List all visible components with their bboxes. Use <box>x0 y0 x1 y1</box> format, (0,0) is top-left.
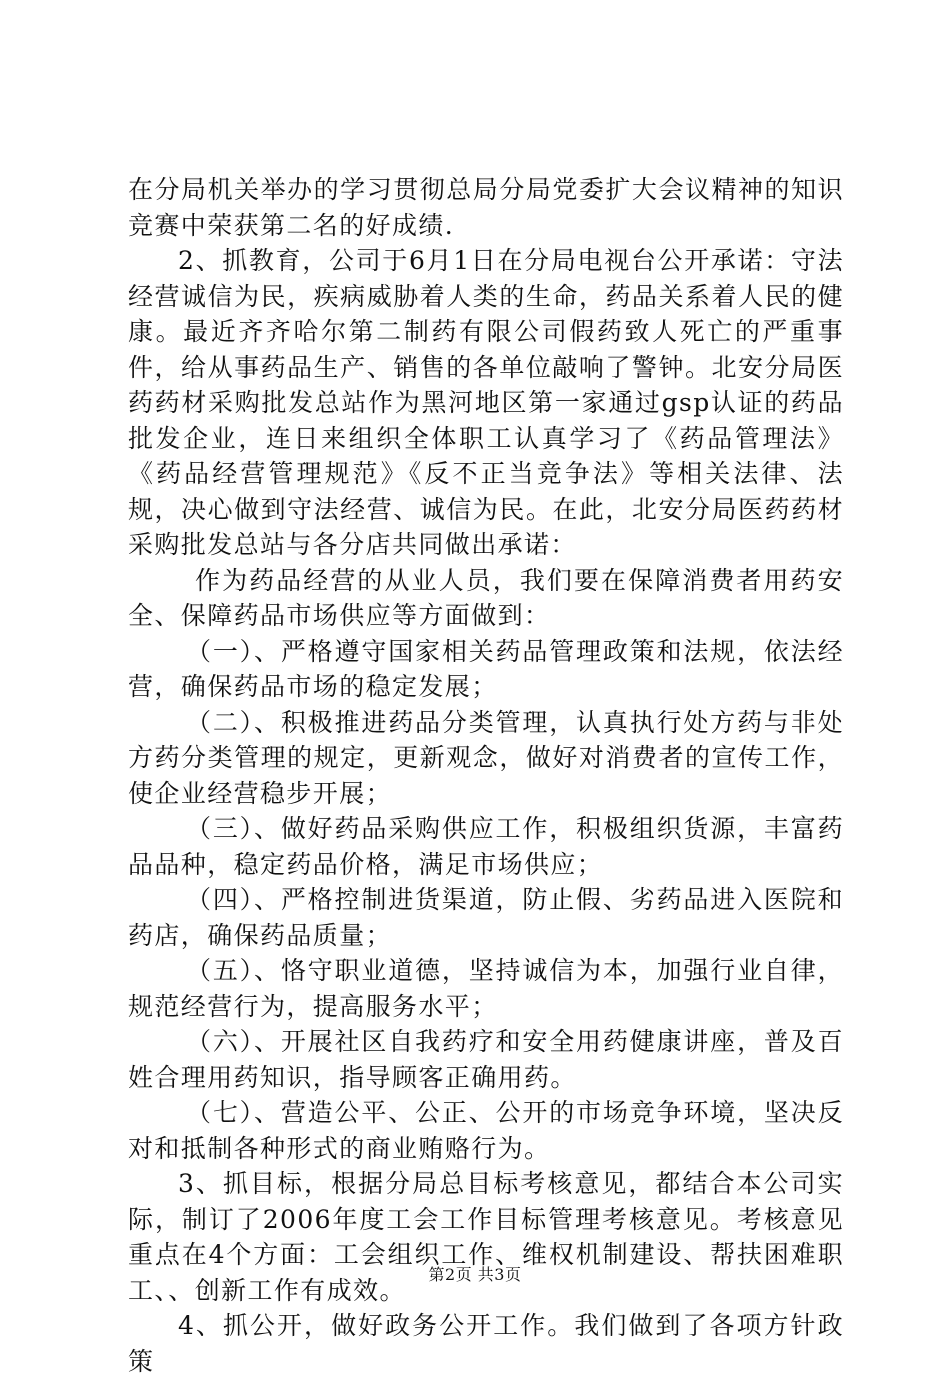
pledge-item-3: （三）、做好药品采购供应工作，积极组织货源，丰富药品品种，稳定药品价格，满足市场供应； <box>128 814 844 879</box>
document-body <box>128 172 844 1379</box>
pledge-item-7: （七）、营造公平、公正、公开的市场竞争环境，坚决反对和抵制各种形式的商业贿赂行为。 <box>128 1098 844 1163</box>
pledge-item-6: （六）、开展社区自我药疗和安全用药健康讲座，普及百姓合理用药知识，指导顾客正确用药。 <box>128 1027 844 1092</box>
paragraph-item-2: 2、抓教育，公司于6月1日在分局电视台公开承诺：守法经营诚信为民，疾病威胁着人类的生命，药品关系着人民的健康。最近齐齐哈尔第二制药有限公司假药致人死亡的严重事件，给从事药品生产、销售的各单位敲响了警钟。北安分局医药药材采购批发总站作为黑河地区第一家通过gsp认证的药品批发企业，连日来组织全体职工认真学习了《药品管理法》《药品经营管理规范》《反不正当竞争法》等相关法律、法规，决心做到守法经营、诚信为民。在此，北安分局医药药材采购批发总站与各分店共同做出承诺： <box>128 246 844 559</box>
pledge-item-5: （五）、恪守职业道德，坚持诚信为本，加强行业自律，规范经营行为，提高服务水平； <box>128 956 844 1021</box>
page-number-footer: 第2页 共3页 <box>428 1265 522 1284</box>
paragraph-continuation: 在分局机关举办的学习贯彻总局分局党委扩大会议精神的知识竞赛中荣获第二名的好成绩. <box>128 175 844 240</box>
paragraph-item-3: 3、抓目标，根据分局总目标考核意见，都结合本公司实际，制订了2006年度工会工作目标管理考核意见。考核意见重点在4个方面：工会组织工作、维权机制建设、帮扶困难职工、、创新工作有成效。 <box>128 1169 844 1305</box>
paragraph-pledge-intro: 作为药品经营的从业人员，我们要在保障消费者用药安全、保障药品市场供应等方面做到： <box>128 565 844 630</box>
pledge-item-1: （一）、严格遵守国家相关药品管理政策和法规，依法经营，确保药品市场的稳定发展； <box>128 636 844 701</box>
pledge-item-2: （二）、积极推进药品分类管理，认真执行处方药与非处方药分类管理的规定，更新观念，做好对消费者的宣传工作，使企业经营稳步开展； <box>128 707 844 808</box>
paragraph-item-4: 4、抓公开，做好政务公开工作。我们做到了各项方针政策 <box>128 1311 844 1376</box>
pledge-item-4: （四）、严格控制进货渠道，防止假、劣药品进入医院和药店，确保药品质量； <box>128 885 844 950</box>
